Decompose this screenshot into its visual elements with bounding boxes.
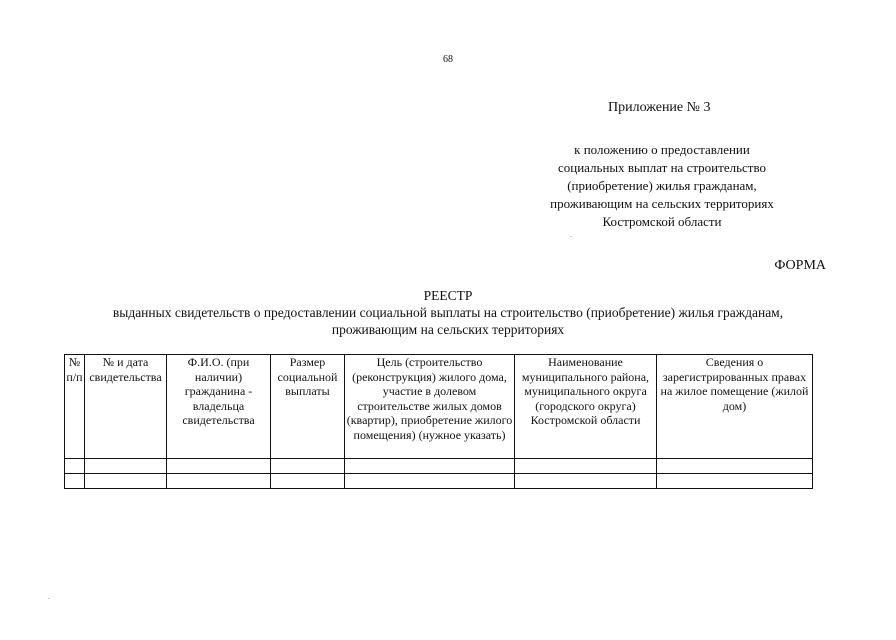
table-cell [167, 459, 271, 474]
table-cell [271, 459, 345, 474]
registry-subtitle-line: выданных свидетельств о предоставлении социальной выплаты на строительство (приобретение) жилья гражданам, [112, 305, 784, 320]
table-cell [657, 474, 813, 489]
table-cell [65, 474, 85, 489]
column-header-payment-amount: Размер социальной выплаты [271, 355, 345, 459]
table-cell [85, 459, 167, 474]
scan-speck [48, 598, 50, 599]
table-cell [345, 474, 515, 489]
appendix-note-line: к положению о предоставлении [574, 142, 750, 157]
table-cell [515, 474, 657, 489]
table-cell [345, 459, 515, 474]
column-header-purpose: Цель (строительство (реконструкция) жилого дома, участие в долевом строительстве жилых домов (квартир), приобретение жилого помещения) (нужное указать) [345, 355, 515, 459]
table-row [65, 459, 813, 474]
column-header-number: № п/п [65, 355, 85, 459]
table-cell [65, 459, 85, 474]
header-row [65, 355, 813, 459]
column-header-holder-name: Ф.И.О. (при наличии) гражданина - владельца свидетельства [167, 355, 271, 459]
appendix-title: Приложение № 3 [608, 100, 711, 115]
table-cell [515, 459, 657, 474]
column-header-certificate: № и дата свидетельства [85, 355, 167, 459]
table-cell [657, 459, 813, 474]
registry-table [64, 354, 813, 489]
registry-heading [0, 287, 896, 338]
registry-subtitle-line: проживающим на сельских территориях [331, 322, 565, 337]
scan-speck [570, 236, 572, 237]
appendix-note [520, 141, 804, 231]
table-cell [85, 474, 167, 489]
appendix-note-line: Костромской области [602, 214, 722, 229]
form-label: ФОРМА [774, 258, 826, 273]
registry-title: РЕЕСТР [423, 288, 473, 303]
column-header-registered-rights: Сведения о зарегистрированных правах на жилое помещение (жилой дом) [657, 355, 813, 459]
column-header-municipality: Наименование муниципального района, муниципального округа (городского округа) Костромской области [515, 355, 657, 459]
appendix-note-line: социальных выплат на строительство [557, 160, 767, 175]
table-cell [167, 474, 271, 489]
appendix-note-line: (приобретение) жилья гражданам, [567, 178, 757, 193]
table-cell [271, 474, 345, 489]
table-row [65, 474, 813, 489]
appendix-note-line: проживающим на сельских территориях [550, 196, 774, 211]
page-number: 68 [443, 54, 453, 65]
